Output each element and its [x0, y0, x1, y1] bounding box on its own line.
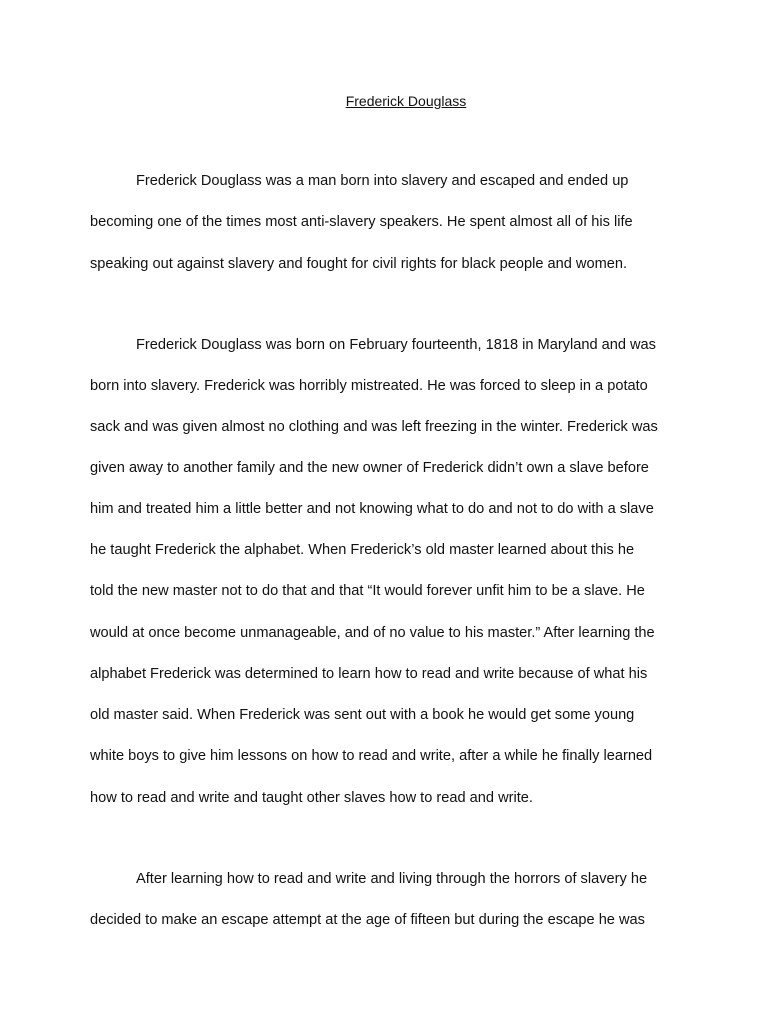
paragraph-2-line-7: told the new master not to do that and that “It would forever unfit him to be a slave. He	[90, 583, 645, 599]
paragraph-1-line-3: speaking out against slavery and fought for civil rights for black people and women.	[90, 256, 628, 272]
document-title: Frederick Douglass	[345, 93, 467, 109]
paragraph-2-line-3: sack and was given almost no clothing and was left freezing in the winter. Frederick was	[90, 419, 658, 435]
paragraph-2-line-8: would at once become unmanageable, and of no value to his master.” After learning the	[90, 625, 655, 641]
paragraph-2-line-6: he taught Frederick the alphabet. When Frederick’s old master learned about this he	[90, 542, 635, 558]
paragraph-3-line-2: decided to make an escape attempt at the age of fifteen but during the escape he was	[90, 912, 645, 928]
paragraph-2-line-11: white boys to give him lessons on how to read and write, after a while he finally learned	[90, 748, 653, 764]
paragraph-2-line-1: Frederick Douglass was born on February fourteenth, 1818 in Maryland and was	[136, 337, 656, 353]
paragraph-2-line-10: old master said. When Frederick was sent out with a book he would get some young	[90, 707, 635, 723]
paragraph-2-line-12: how to read and write and taught other slaves how to read and write.	[90, 790, 533, 806]
paragraph-2-line-9: alphabet Frederick was determined to learn how to read and write because of what his	[90, 666, 648, 682]
paragraph-3-line-1: After learning how to read and write and living through the horrors of slavery he	[136, 871, 648, 887]
paragraph-2-line-2: born into slavery. Frederick was horribly mistreated. He was forced to sleep in a potato	[90, 378, 648, 394]
paragraph-1-line-1: Frederick Douglass was a man born into slavery and escaped and ended up	[136, 173, 629, 189]
paragraph-2-line-4: given away to another family and the new owner of Frederick didn’t own a slave before	[90, 460, 649, 476]
paragraph-2-line-5: him and treated him a little better and not knowing what to do and not to do with a slave	[90, 501, 654, 517]
paragraph-1-line-2: becoming one of the times most anti-slavery speakers. He spent almost all of his life	[90, 214, 633, 230]
